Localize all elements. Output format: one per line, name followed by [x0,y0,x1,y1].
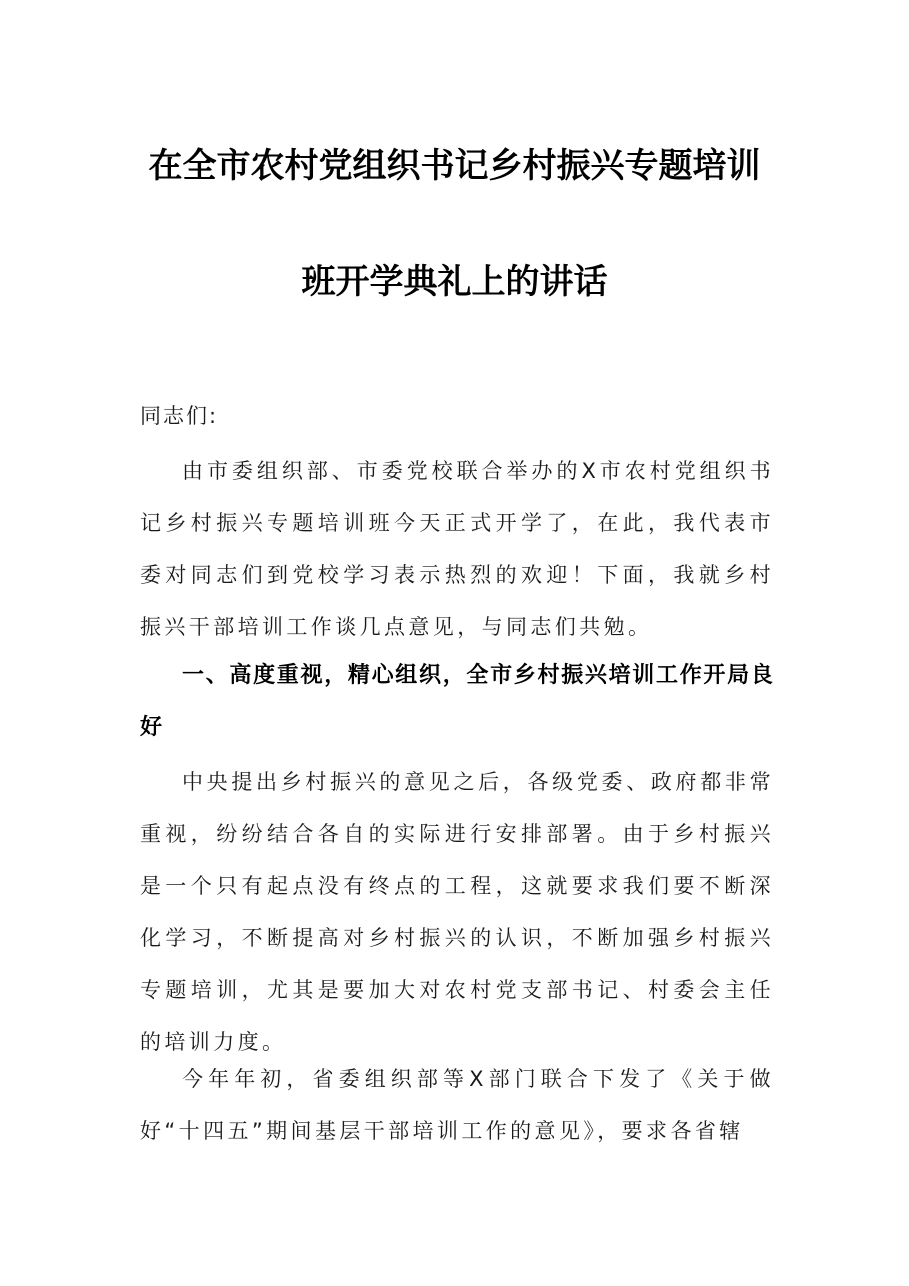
salutation: 同志们: [140,404,219,428]
section-heading-1: 一、高度重视，精心组织，全市乡村振兴培训工作开局良好 [140,663,774,740]
paragraph-section1-2: 今年年初，省委组织部等X部门联合下发了《关于做好“十四五”期间基层干部培训工作的意见》，要求各省辖 [140,1067,774,1143]
document-title-line-1: 在全市农村党组织书记乡村振兴专题培训 [148,146,761,186]
paragraph-intro: 由市委组织部、市委党校联合举办的X市农村党组织书记乡村振兴专题培训班今天正式开学了，在此，我代表市委对同志们到党校学习表示热烈的欢迎！下面，我就乡村振兴干部培训工作谈几点意见，与同志们共勉。 [140,459,774,639]
document-title-line-2: 班开学典礼上的讲话 [301,262,608,302]
paragraph-section1-1: 中央提出乡村振兴的意见之后，各级党委、政府都非常重视，纷纷结合各自的实际进行安排部署。由于乡村振兴是一个只有起点没有终点的工程，这就要求我们要不断深化学习，不断提高对乡村振兴的认识，不断加强乡村振兴专题培训，尤其是要加大对农村党支部书记、村委会主任的培训力度。 [140,770,774,1054]
